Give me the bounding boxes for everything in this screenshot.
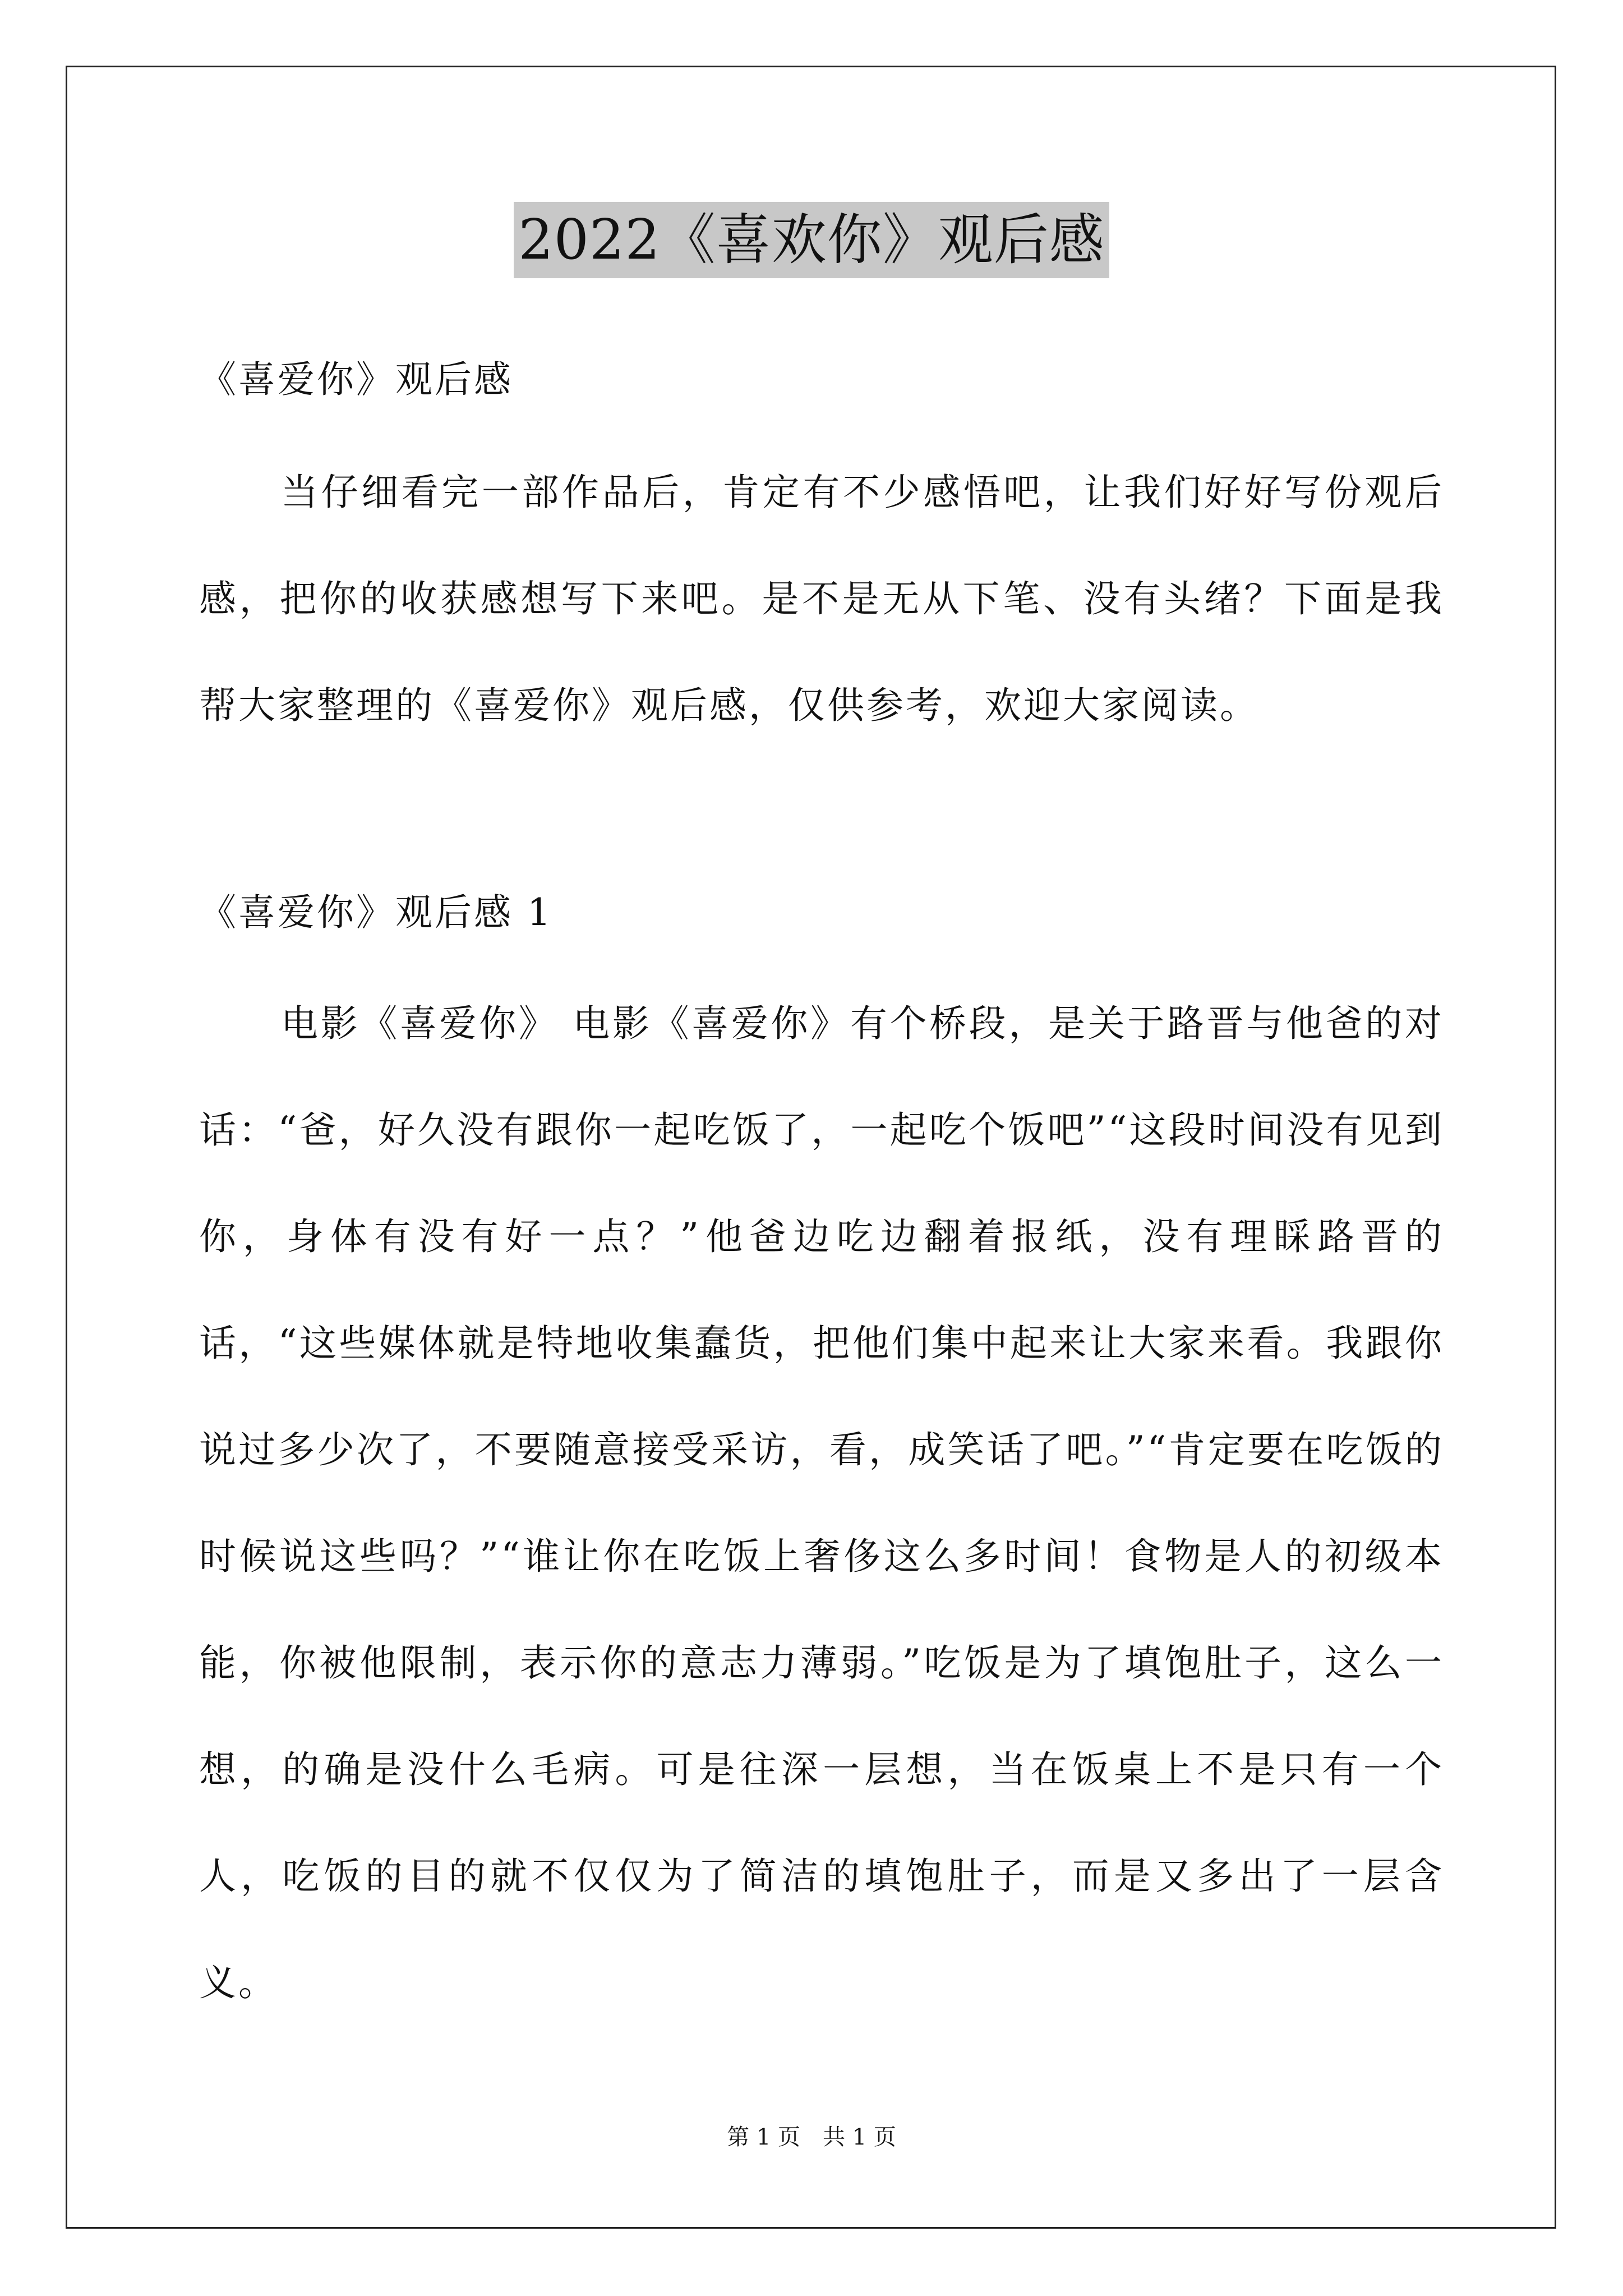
page-number: 第 1 页 <box>727 2124 800 2150</box>
section1-heading: 《喜爱你》观后感 1 <box>199 891 553 934</box>
intro-paragraph: 当仔细看完一部作品后，肯定有不少感悟吧，让我们好好写份观后感，把你的收获感想写下来吧。是不是无从下笔、没有头绪？下面是我帮大家整理的《喜爱你》观后感，仅供参考，欢迎大家阅读。 <box>199 471 1444 727</box>
page-footer <box>0 2120 1623 2154</box>
intro-heading: 《喜爱你》观后感 <box>199 358 513 401</box>
title-container <box>0 202 1623 278</box>
section1-paragraph: 电影《喜爱你》 电影《喜爱你》有个桥段，是关于路晋与他爸的对话：“爸，好久没有跟你一起吃饭了，一起吃个饭吧”“这段时间没有见到你，身体有没有好一点？”他爸边吃边翻着报纸，没有理睬路晋的话，“这些媒体就是特地收集蠢货，把他们集中起来让大家来看。我跟你说过多少次了，不要随意接受采访，看，成笑话了吧。”“肯定要在吃饭的时候说这些吗？”“谁让你在吃饭上奢侈这么多时间！食物是人的初级本能，你被他限制，表示你的意志力薄弱。”吃饭是为了填饱肚子，这么一想，的确是没什么毛病。可是往深一层想，当在饭桌上不是只有一个人，吃饭的目的就不仅仅为了简洁的填饱肚子，而是又多出了一层含义。 <box>199 1002 1444 2004</box>
document-title: 2022《喜欢你》观后感 <box>514 202 1109 278</box>
total-pages: 共 1 页 <box>823 2124 896 2150</box>
